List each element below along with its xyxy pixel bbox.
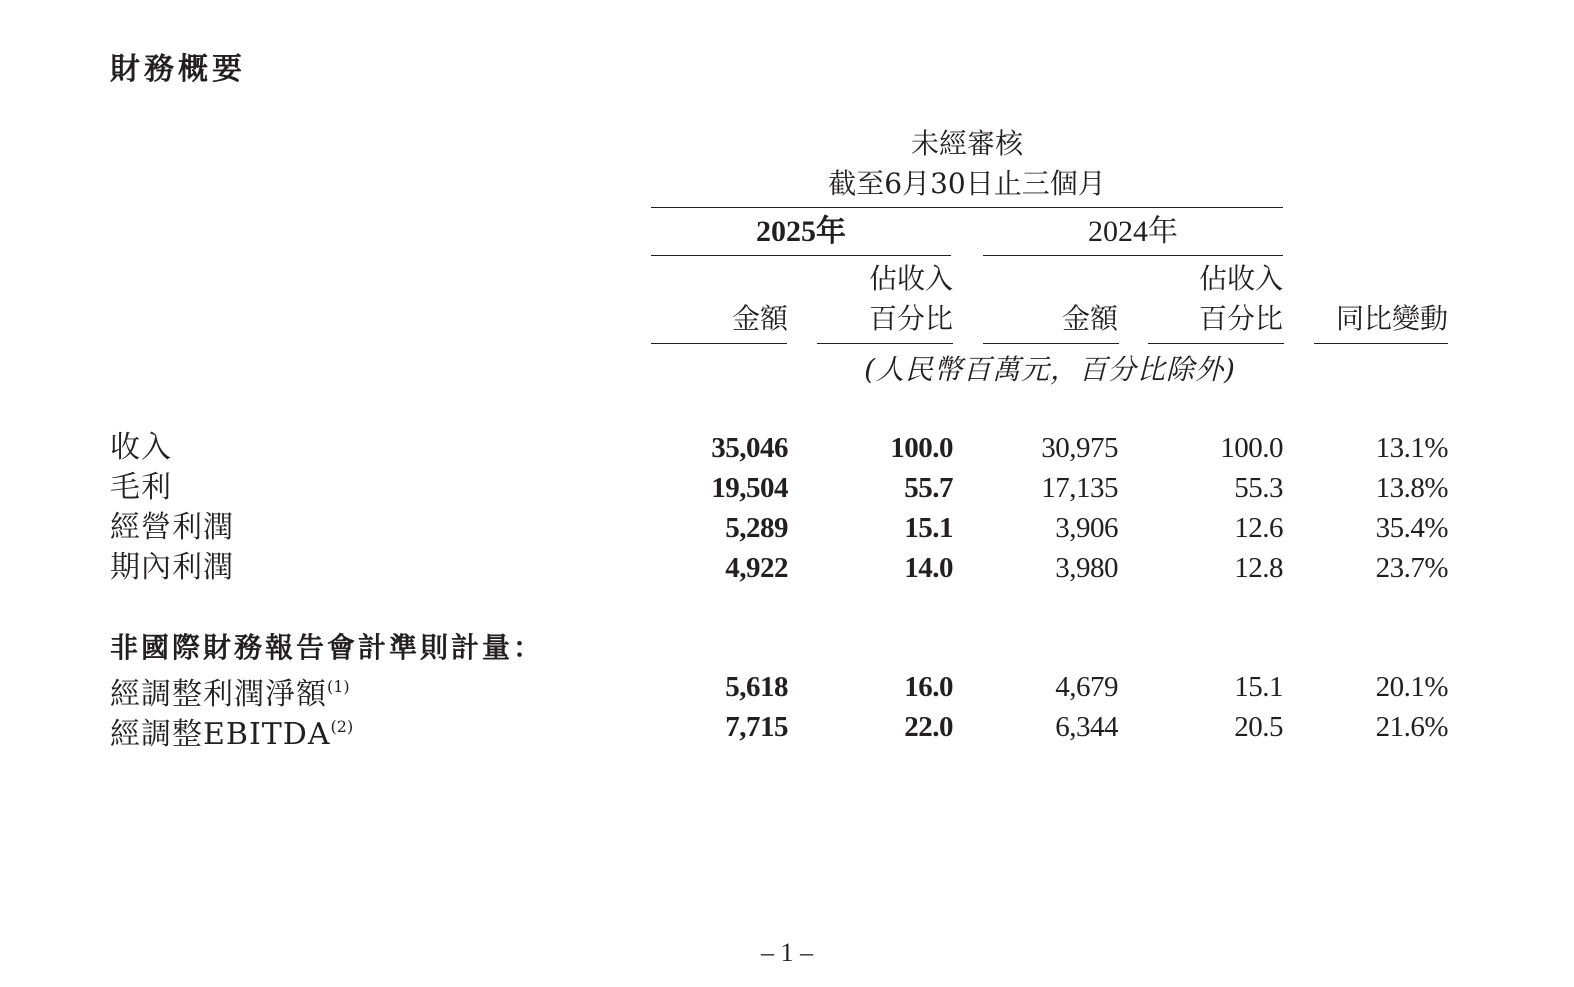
- cell-revenue-amt-2025: 35,046: [711, 432, 788, 464]
- cell-adjusted-net-profit-yoy: 20.1%: [1375, 671, 1448, 703]
- cell-gross-profit-yoy: 13.8%: [1375, 472, 1448, 504]
- header-audit: 未經審核: [910, 127, 1023, 160]
- footnote-ref-2: (2): [330, 717, 354, 736]
- header-year-2024: 2024年: [1088, 215, 1178, 248]
- row-label-operating-profit: 經營利潤: [110, 510, 234, 545]
- cell-revenue-pct-2025: 100.0: [890, 432, 953, 464]
- header-rule-top: [651, 207, 1283, 208]
- col-pct-2025-line2: 百分比: [868, 302, 953, 335]
- row-label-period-profit: 期內利潤: [110, 550, 234, 585]
- cell-gross-profit-amt-2025: 19,504: [711, 472, 788, 504]
- cell-adjusted-ebitda-yoy: 21.6%: [1375, 711, 1448, 743]
- cell-period-profit-amt-2024: 3,980: [1055, 552, 1118, 584]
- cell-revenue-amt-2024: 30,975: [1041, 432, 1118, 464]
- page-number: – 1 –: [761, 938, 813, 967]
- subheader-rule-pct-2024: [1148, 343, 1284, 344]
- subheader-rule-yoy: [1314, 343, 1448, 344]
- row-label-adjusted-ebitda: [110, 707, 353, 755]
- header-rule-2024: [983, 255, 1283, 256]
- cell-adjusted-net-profit-amt-2025: 5,618: [725, 671, 788, 703]
- cell-adjusted-ebitda-amt-2024: 6,344: [1055, 711, 1118, 743]
- col-pct-2024-line2: 百分比: [1198, 302, 1283, 335]
- header-period: 截至6月30日止三個月: [828, 167, 1106, 200]
- section-title: 財務概要: [110, 52, 246, 87]
- non-ifrs-heading: 非國際財務報告會計準則計量：: [110, 631, 545, 664]
- adjusted-net-profit-text: 經調整利潤淨額: [110, 677, 327, 712]
- cell-gross-profit-pct-2025: 55.7: [904, 472, 953, 504]
- row-label-gross-profit: 毛利: [110, 470, 172, 505]
- subheader-rule-amt-2025: [651, 343, 787, 344]
- footnote-ref-1: (1): [327, 677, 350, 696]
- cell-adjusted-ebitda-amt-2025: 7,715: [725, 711, 788, 743]
- cell-period-profit-pct-2025: 14.0: [904, 552, 953, 584]
- col-yoy: 同比變動: [1335, 302, 1448, 335]
- cell-adjusted-ebitda-pct-2025: 22.0: [904, 711, 953, 743]
- subheader-rule-pct-2025: [817, 343, 953, 344]
- cell-operating-profit-amt-2025: 5,289: [725, 512, 788, 544]
- row-label-revenue: 收入: [110, 430, 172, 465]
- col-pct-2024-line1: 佔收入: [1198, 262, 1283, 295]
- col-pct-2025-line1: 佔收入: [868, 262, 953, 295]
- subheader-rule-amt-2024: [983, 343, 1119, 344]
- cell-operating-profit-pct-2025: 15.1: [904, 512, 953, 544]
- adjusted-ebitda-text: 經調整EBITDA: [110, 717, 331, 752]
- cell-operating-profit-pct-2024: 12.6: [1234, 512, 1283, 544]
- cell-revenue-pct-2024: 100.0: [1220, 432, 1283, 464]
- cell-adjusted-net-profit-amt-2024: 4,679: [1055, 671, 1118, 703]
- cell-adjusted-net-profit-pct-2024: 15.1: [1234, 671, 1283, 703]
- cell-gross-profit-pct-2024: 55.3: [1234, 472, 1283, 504]
- cell-period-profit-yoy: 23.7%: [1375, 552, 1448, 584]
- cell-operating-profit-amt-2024: 3,906: [1055, 512, 1118, 544]
- cell-adjusted-net-profit-pct-2025: 16.0: [904, 671, 953, 703]
- cell-period-profit-amt-2025: 4,922: [725, 552, 788, 584]
- cell-adjusted-ebitda-pct-2024: 20.5: [1234, 711, 1283, 743]
- unit-note: (人民幣百萬元，百分比除外): [864, 353, 1236, 386]
- header-year-2025: 2025年: [756, 215, 846, 248]
- col-amount-2025: 金額: [731, 302, 788, 335]
- header-rule-2025: [651, 255, 951, 256]
- cell-operating-profit-yoy: 35.4%: [1375, 512, 1448, 544]
- col-amount-2024: 金額: [1061, 302, 1118, 335]
- cell-period-profit-pct-2024: 12.8: [1234, 552, 1283, 584]
- cell-gross-profit-amt-2024: 17,135: [1041, 472, 1118, 504]
- cell-revenue-yoy: 13.1%: [1375, 432, 1448, 464]
